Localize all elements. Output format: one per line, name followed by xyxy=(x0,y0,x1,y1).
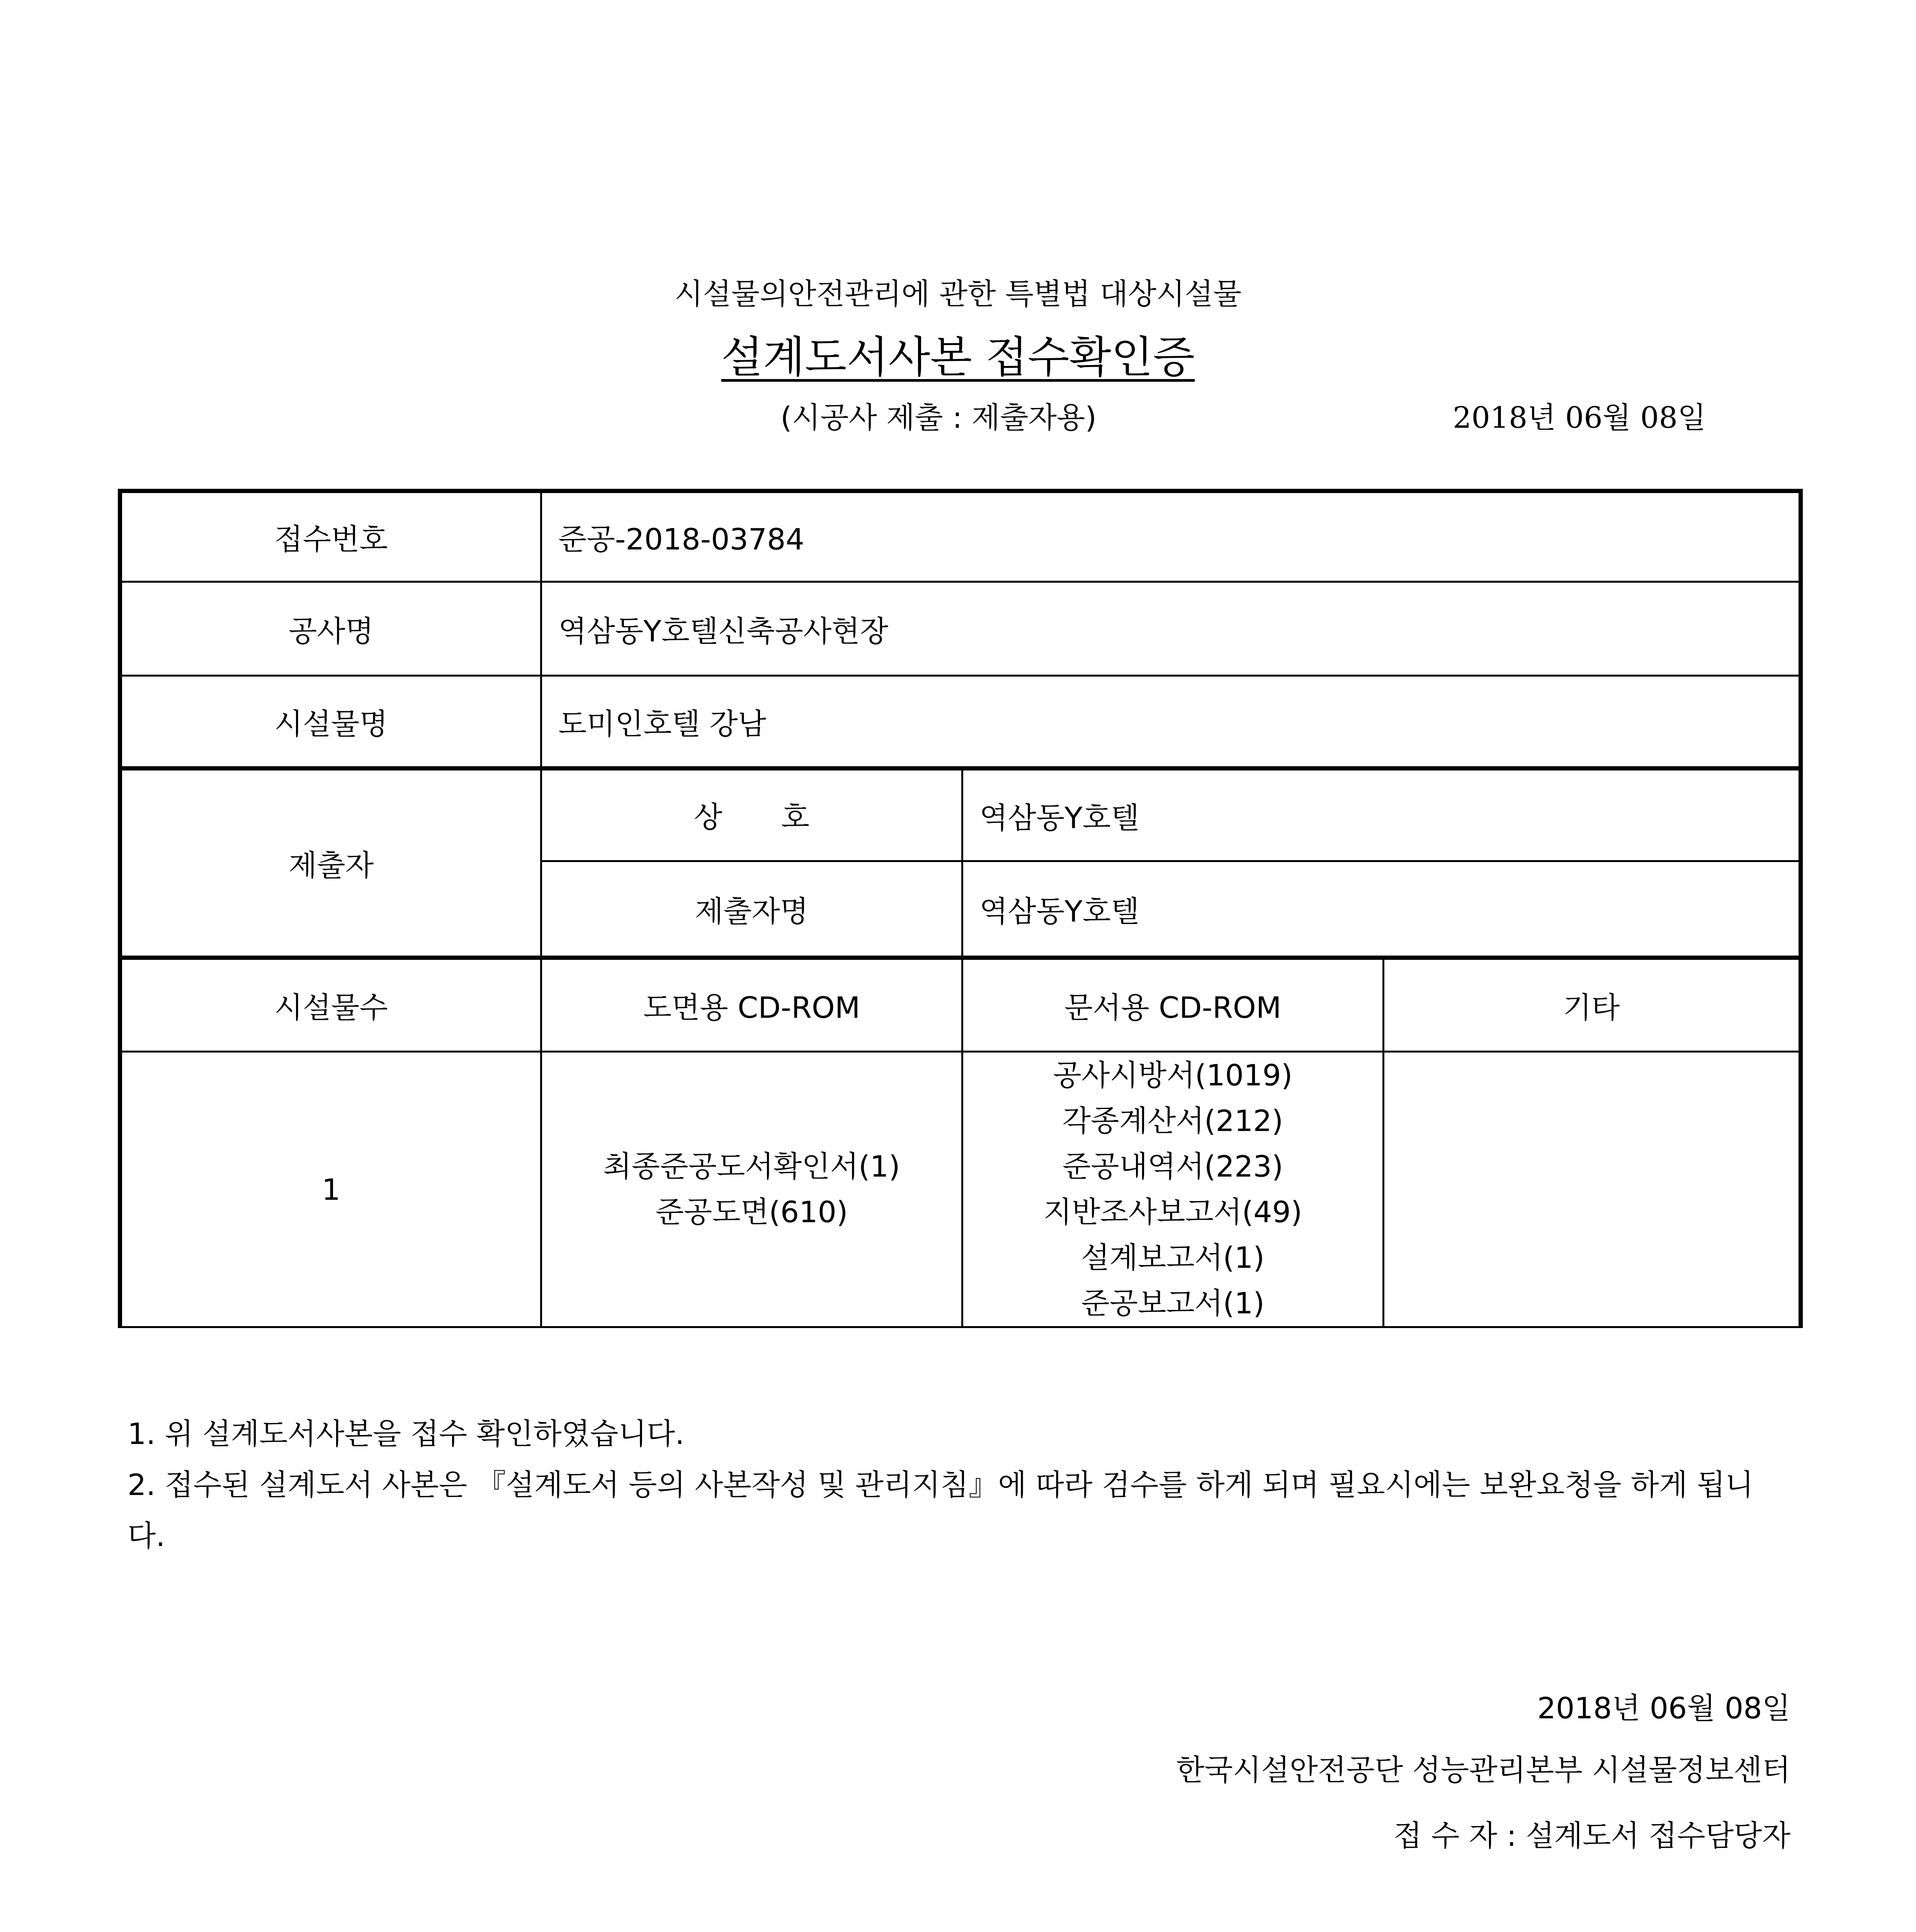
list-item: 각종계산서(212) xyxy=(1062,1104,1284,1138)
receiver-line: 접 수 자 : 설계도서 접수담당자 xyxy=(1393,1818,1790,1853)
footer-date: 2018년 06월 08일 xyxy=(1537,1691,1790,1725)
drawing-cd-list xyxy=(541,1052,962,1327)
receipt-no-value: 준공-2018-03784 xyxy=(541,491,1801,582)
document-subtitle: 시설물의안전관리에 관한 특별법 대상시설물 xyxy=(674,277,1242,311)
list-item: 설계보고서(1) xyxy=(1081,1240,1265,1275)
company-value: 역삼동Y호텔 xyxy=(962,769,1801,861)
list-item: 지반조사보고서(49) xyxy=(1043,1195,1302,1229)
header-date: 2018년 06월 08일 xyxy=(1453,400,1706,435)
project-value: 역삼동Y호텔신축공사현장 xyxy=(541,582,1801,676)
note-item: 2. 접수된 설계도서 사본은 『설계도서 등의 사본작성 및 관리지침』에 따라 검수를 하게 되며 필요시에는 보완요청을 하게 됩니다. xyxy=(128,1468,1754,1553)
submitter-label: 제출자 xyxy=(120,769,541,958)
document-title-text: 설계도서사본 접수확인증 xyxy=(721,332,1195,383)
notes xyxy=(128,1408,1770,1561)
document-cd-list xyxy=(962,1052,1384,1327)
table-header-row xyxy=(120,958,1801,1052)
document-subnote: (시공사 제출 : 제출자용) xyxy=(780,400,1097,435)
facility-count-value: 1 xyxy=(120,1052,541,1327)
table-row xyxy=(120,676,1801,769)
project-label: 공사명 xyxy=(120,582,541,676)
col-header-drawing-cd: 도면용 CD-ROM xyxy=(541,958,962,1052)
submitter-name-label: 제출자명 xyxy=(541,861,962,958)
table-row xyxy=(120,769,1801,861)
facility-value: 도미인호텔 강남 xyxy=(541,676,1801,769)
submitter-name-value: 역삼동Y호텔 xyxy=(962,861,1801,958)
col-header-other: 기타 xyxy=(1384,958,1801,1052)
facility-label: 시설물명 xyxy=(120,676,541,769)
table-row xyxy=(120,491,1801,582)
list-item: 준공내역서(223) xyxy=(1062,1149,1284,1184)
list-item: 공사시방서(1019) xyxy=(1053,1058,1293,1092)
note-item: 1. 위 설계도서사본을 접수 확인하였습니다. xyxy=(128,1417,685,1451)
col-header-facility-count: 시설물수 xyxy=(120,958,541,1052)
list-item: 최종준공도서확인서(1) xyxy=(603,1149,900,1184)
receipt-table xyxy=(118,489,1803,1328)
organization-name: 한국시설안전공단 성능관리본부 시설물정보센터 xyxy=(1176,1753,1790,1787)
table-row xyxy=(120,582,1801,676)
col-header-document-cd: 문서용 CD-ROM xyxy=(962,958,1384,1052)
company-label: 상 호 xyxy=(541,769,962,861)
document-title xyxy=(0,323,1916,385)
list-item: 준공도면(610) xyxy=(655,1195,848,1229)
other-value xyxy=(1384,1052,1801,1327)
table-row xyxy=(120,1052,1801,1327)
list-item: 준공보고서(1) xyxy=(1081,1286,1265,1320)
receipt-no-label: 접수번호 xyxy=(120,491,541,582)
